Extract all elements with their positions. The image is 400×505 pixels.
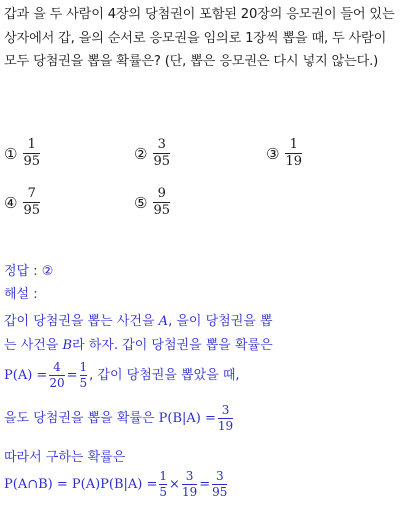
choice-4[interactable] (4, 187, 40, 218)
choice-fraction (23, 187, 40, 218)
choice-label: ③ (266, 144, 280, 163)
prob-a-label: P(A) = (4, 368, 48, 383)
solution-line-3 (4, 361, 240, 390)
text: 갑이 당첨권을 뽑는 사건을 (4, 314, 159, 329)
text: , 갑이 당첨권을 뽑았을 때, (89, 368, 240, 383)
choice-label: ② (134, 144, 148, 163)
denominator: 95 (23, 154, 40, 169)
numerator: 3 (185, 469, 194, 483)
times-sign: × (169, 477, 180, 492)
question-text: 갑과 을 두 사람이 4장의 당첨권이 포함된 20장의 응모권이 들어 있는 상자에서 갑, 을의 순서로 응모권을 임의로 1장씩 뽑을 때, 두 사람이 모두 당첨권을 뽑을 확률은? (단, 뽑은 응모권은 다시 넣지 않는다.) (4, 7, 395, 69)
denominator: 19 (181, 485, 198, 499)
numerator: 1 (289, 137, 298, 152)
choice-label: ① (4, 144, 18, 163)
event-a: A (158, 314, 169, 329)
denominator: 95 (153, 154, 170, 169)
choice-5[interactable] (134, 187, 170, 218)
choice-fraction (153, 138, 170, 169)
choice-1[interactable] (4, 138, 40, 169)
denominator: 19 (285, 154, 302, 169)
choice-label: ⑤ (134, 193, 148, 212)
equals: = (199, 477, 211, 492)
math-expression (4, 361, 89, 390)
denominator: 95 (23, 203, 40, 218)
solution-line-5: 따라서 구하는 확률은 (4, 450, 126, 465)
prob-a-and-b-label: P(A∩B) = P(A)P(B|A) = (4, 477, 158, 492)
fraction (212, 470, 227, 499)
choice-label: ④ (4, 193, 18, 212)
numerator: 3 (221, 403, 230, 417)
denominator: 95 (212, 485, 228, 499)
solution-line-1 (4, 310, 273, 329)
fraction (159, 470, 167, 499)
numerator: 4 (53, 360, 61, 374)
math-expression (159, 404, 236, 433)
choice-fraction (153, 187, 170, 218)
numerator: 1 (159, 469, 168, 483)
text: 라 하자. 갑이 당첨권을 뽑을 확률은 (72, 338, 273, 353)
numerator: 3 (215, 469, 224, 483)
solution-line-4 (4, 404, 235, 433)
denominator: 19 (217, 419, 234, 433)
numerator: 1 (79, 360, 88, 374)
solution-line-2 (4, 334, 273, 353)
choice-3[interactable] (266, 138, 302, 169)
denominator: 20 (49, 376, 65, 390)
solution-line-6 (4, 470, 229, 499)
fraction (218, 404, 233, 433)
numerator: 9 (157, 186, 166, 201)
equals: = (66, 368, 78, 383)
choice-fraction (23, 138, 40, 169)
text: 는 사건을 (4, 338, 63, 353)
numerator: 1 (27, 137, 36, 152)
denominator: 95 (153, 203, 170, 218)
text: , 을이 당첨권을 뽑 (168, 314, 273, 329)
event-b: B (62, 338, 73, 353)
math-expression (4, 470, 229, 499)
fraction (49, 361, 64, 390)
choice-2[interactable] (134, 138, 170, 169)
fraction (80, 361, 88, 390)
numerator: 7 (27, 186, 36, 201)
prob-b-given-a-label: P(B|A) = (158, 411, 216, 426)
text: 을도 당첨권을 뽑을 확률은 (4, 411, 159, 426)
choice-fraction (285, 138, 302, 169)
denominator: 5 (79, 376, 88, 390)
explanation-heading: 해설 : (4, 287, 38, 302)
denominator: 5 (159, 485, 168, 499)
answer-line: 정답 : ② (4, 264, 54, 279)
fraction (182, 470, 197, 499)
numerator: 3 (157, 137, 166, 152)
